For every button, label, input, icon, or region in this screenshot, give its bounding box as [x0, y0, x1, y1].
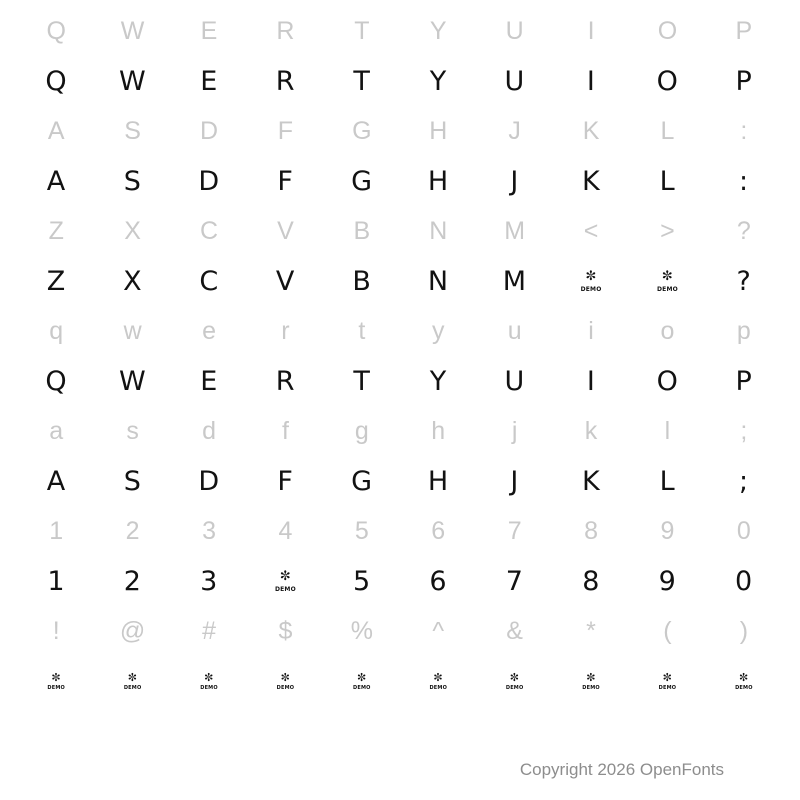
demo-ornament-glyph: [124, 671, 142, 693]
glyph-cell: G: [351, 165, 373, 197]
ornament-demo-label: DEMO: [505, 685, 524, 691]
key-label-cell: 9: [660, 516, 675, 545]
demo-ornament-glyph: [658, 671, 676, 693]
glyph-cell: K: [581, 165, 601, 197]
key-label-cell: C: [199, 216, 219, 245]
glyph-cell: H: [427, 165, 449, 197]
glyph-row: [18, 556, 782, 606]
glyph-cell: 9: [658, 565, 677, 597]
glyph-cell: I: [586, 65, 596, 97]
key-label-cell: i: [588, 316, 594, 345]
demo-ornament-glyph: [200, 671, 218, 693]
key-label-cell: Q: [46, 16, 66, 45]
glyph-cell: O: [656, 365, 679, 397]
key-label-cell: j: [511, 416, 518, 445]
key-label-cell: u: [507, 316, 522, 345]
key-label-row: [18, 406, 782, 456]
glyph-cell: U: [504, 365, 525, 397]
key-label-row: [18, 106, 782, 156]
ornament-demo-label: DEMO: [735, 685, 753, 691]
glyph-row: [18, 356, 782, 406]
demo-ornament-glyph: [735, 671, 753, 693]
key-label-cell: Z: [48, 216, 64, 245]
key-label-cell: 3: [202, 516, 216, 545]
key-label-cell: k: [584, 416, 598, 445]
glyph-cell: ;: [739, 465, 749, 497]
key-label-cell: l: [664, 416, 671, 445]
key-label-cell: L: [660, 116, 675, 145]
demo-ornament-icon: [706, 668, 782, 695]
glyph-cell: W: [119, 365, 147, 397]
key-label-cell: p: [736, 316, 751, 345]
glyph-cell: D: [198, 465, 220, 497]
ornament-leaves-icon: ✼: [51, 671, 62, 684]
key-label-cell: W: [120, 16, 145, 45]
demo-ornament-icon: [171, 668, 247, 695]
key-label-cell: Y: [429, 16, 447, 45]
ornament-demo-label: DEMO: [47, 685, 65, 691]
key-label-cell: J: [508, 116, 521, 145]
key-label-cell: a: [49, 416, 64, 445]
glyph-row: [18, 656, 782, 706]
key-label-row: [18, 306, 782, 356]
glyph-cell: X: [123, 265, 143, 297]
ornament-demo-label: DEMO: [123, 685, 142, 691]
glyph-cell: Z: [46, 265, 66, 297]
glyph-row: [18, 156, 782, 206]
glyph-cell: B: [352, 265, 372, 297]
glyph-cell: S: [123, 165, 142, 197]
footer: [0, 740, 800, 800]
ornament-demo-label: DEMO: [274, 585, 296, 593]
key-label-cell: G: [352, 116, 372, 145]
key-label-cell: e: [202, 316, 216, 345]
glyph-cell: R: [275, 365, 296, 397]
demo-ornament-glyph: [47, 671, 65, 693]
demo-ornament-glyph: [656, 269, 678, 295]
glyph-cell: Q: [45, 365, 68, 397]
key-label-row: [18, 506, 782, 556]
glyph-cell: N: [427, 265, 449, 297]
demo-ornament-icon: [553, 267, 629, 295]
key-label-cell: X: [124, 216, 141, 245]
key-label-cell: :: [740, 116, 748, 145]
glyph-row: [18, 256, 782, 306]
ornament-demo-label: DEMO: [429, 685, 448, 691]
key-label-row: [18, 206, 782, 256]
key-label-cell: 0: [736, 516, 751, 545]
ornament-demo-label: DEMO: [580, 285, 602, 293]
demo-ornament-glyph: [429, 671, 447, 693]
glyph-cell: 2: [123, 565, 142, 597]
ornament-demo-label: DEMO: [658, 685, 677, 691]
ornament-leaves-icon: ✼: [356, 671, 367, 684]
key-label-cell: T: [354, 16, 370, 45]
key-label-row: [18, 6, 782, 56]
key-label-cell: 2: [125, 516, 140, 545]
key-label-cell: %: [350, 616, 373, 645]
key-label-cell: S: [124, 116, 141, 145]
demo-ornament-icon: [476, 668, 552, 695]
key-label-cell: E: [200, 16, 218, 45]
glyph-cell: Q: [45, 65, 68, 97]
key-label-cell: <: [583, 216, 599, 245]
demo-ornament-glyph: [582, 671, 600, 693]
glyph-cell: L: [659, 165, 676, 197]
demo-ornament-icon: [247, 668, 323, 695]
key-label-cell: >: [660, 216, 675, 245]
demo-ornament-icon: [553, 668, 629, 695]
ornament-leaves-icon: ✼: [586, 671, 596, 684]
glyph-cell: 0: [735, 565, 753, 597]
key-label-cell: 1: [49, 516, 64, 545]
key-label-cell: ): [739, 616, 749, 645]
key-label-cell: 7: [507, 516, 522, 545]
ornament-leaves-icon: ✼: [280, 671, 291, 684]
glyph-cell: P: [735, 65, 753, 97]
key-label-cell: V: [277, 216, 294, 245]
ornament-leaves-icon: ✼: [433, 671, 444, 684]
glyph-cell: S: [123, 465, 142, 497]
key-label-cell: ^: [432, 616, 445, 645]
key-label-cell: h: [431, 416, 446, 445]
glyph-cell: R: [275, 65, 296, 97]
ornament-leaves-icon: ✼: [279, 568, 292, 584]
glyph-cell: H: [427, 465, 449, 497]
demo-ornament-glyph: [276, 671, 294, 693]
key-label-cell: 4: [278, 516, 293, 545]
key-label-cell: 6: [431, 516, 446, 545]
key-label-cell: o: [660, 316, 675, 345]
demo-ornament-glyph: [506, 671, 524, 693]
glyph-cell: L: [659, 465, 676, 497]
glyph-cell: P: [735, 365, 753, 397]
key-label-cell: I: [587, 16, 595, 45]
glyph-cell: D: [198, 165, 220, 197]
glyph-cell: G: [351, 465, 373, 497]
ornament-leaves-icon: ✼: [739, 671, 749, 684]
key-label-cell: P: [735, 16, 753, 45]
glyph-cell: V: [275, 265, 295, 297]
key-label-cell: !: [52, 616, 60, 645]
glyph-cell: T: [353, 365, 371, 397]
key-label-cell: f: [281, 416, 289, 445]
key-label-cell: H: [429, 116, 448, 145]
glyph-cell: 3: [200, 565, 218, 597]
glyph-cell: ?: [736, 265, 752, 297]
demo-ornament-icon: [324, 668, 400, 695]
glyph-cell: Y: [429, 65, 447, 97]
glyph-cell: U: [504, 65, 525, 97]
demo-ornament-icon: [400, 668, 476, 695]
key-label-cell: O: [657, 16, 678, 45]
key-label-cell: t: [358, 316, 366, 345]
demo-ornament-glyph: [353, 671, 371, 693]
demo-ornament-icon: [629, 668, 705, 695]
key-label-cell: @: [119, 616, 146, 645]
key-label-cell: A: [47, 116, 65, 145]
key-label-cell: r: [281, 316, 290, 345]
glyph-cell: O: [656, 65, 679, 97]
ornament-leaves-icon: ✼: [204, 671, 214, 684]
key-label-cell: U: [505, 16, 524, 45]
glyph-cell: J: [510, 465, 519, 497]
key-label-cell: (: [663, 616, 672, 645]
demo-ornament-icon: [94, 668, 170, 695]
ornament-demo-label: DEMO: [200, 685, 218, 691]
key-label-cell: *: [586, 616, 596, 645]
ornament-demo-label: DEMO: [656, 285, 678, 293]
glyph-cell: F: [277, 465, 294, 497]
key-label-cell: d: [202, 416, 216, 445]
key-label-cell: F: [277, 116, 294, 145]
demo-ornament-glyph: [580, 269, 602, 295]
key-label-cell: K: [582, 116, 600, 145]
glyph-cell: F: [277, 165, 294, 197]
glyph-cell: M: [502, 265, 527, 297]
glyph-cell: A: [46, 465, 66, 497]
key-label-cell: M: [504, 216, 526, 245]
glyph-cell: K: [581, 465, 601, 497]
key-label-cell: y: [431, 316, 445, 345]
key-label-cell: ;: [740, 416, 748, 445]
key-label-cell: N: [429, 216, 448, 245]
key-label-row: [18, 606, 782, 656]
key-label-cell: #: [202, 616, 216, 645]
glyph-row: [18, 456, 782, 506]
glyph-cell: A: [46, 165, 66, 197]
ornament-leaves-icon: ✼: [509, 671, 520, 684]
key-label-cell: B: [353, 216, 371, 245]
ornament-leaves-icon: ✼: [127, 671, 138, 684]
key-label-cell: R: [276, 16, 295, 45]
demo-ornament-icon: [247, 567, 323, 595]
ornament-demo-label: DEMO: [276, 685, 295, 691]
ornament-leaves-icon: ✼: [662, 671, 673, 684]
ornament-leaves-icon: ✼: [661, 268, 674, 284]
key-label-cell: D: [199, 116, 219, 145]
ornament-leaves-icon: ✼: [585, 268, 597, 284]
glyph-cell: I: [586, 365, 596, 397]
key-label-cell: q: [49, 316, 64, 345]
glyph-cell: 7: [505, 565, 524, 597]
key-label-cell: 5: [354, 516, 369, 545]
glyph-cell: J: [510, 165, 519, 197]
copyright-text: Copyright 2026 OpenFonts: [519, 760, 724, 779]
glyph-cell: E: [200, 365, 218, 397]
glyph-cell: 8: [582, 565, 600, 597]
key-label-cell: &: [506, 616, 523, 645]
demo-ornament-icon: [629, 267, 705, 295]
glyph-row: [18, 56, 782, 106]
demo-ornament-icon: [18, 668, 94, 695]
demo-ornament-glyph: [274, 569, 296, 595]
ornament-demo-label: DEMO: [582, 685, 600, 691]
key-label-cell: 8: [584, 516, 598, 545]
key-label-cell: $: [278, 616, 293, 645]
glyph-cell: :: [739, 165, 749, 197]
glyph-cell: T: [353, 65, 371, 97]
glyph-cell: 6: [429, 565, 448, 597]
glyph-cell: 1: [47, 565, 66, 597]
key-label-cell: s: [126, 416, 139, 445]
glyph-cell: 5: [352, 565, 371, 597]
key-label-cell: w: [123, 316, 142, 345]
glyph-cell: C: [199, 265, 219, 297]
glyph-cell: Y: [429, 365, 447, 397]
glyph-cell: E: [200, 65, 218, 97]
key-label-cell: ?: [736, 216, 751, 245]
key-label-cell: g: [354, 416, 369, 445]
glyph-cell: W: [119, 65, 147, 97]
ornament-demo-label: DEMO: [353, 685, 371, 691]
